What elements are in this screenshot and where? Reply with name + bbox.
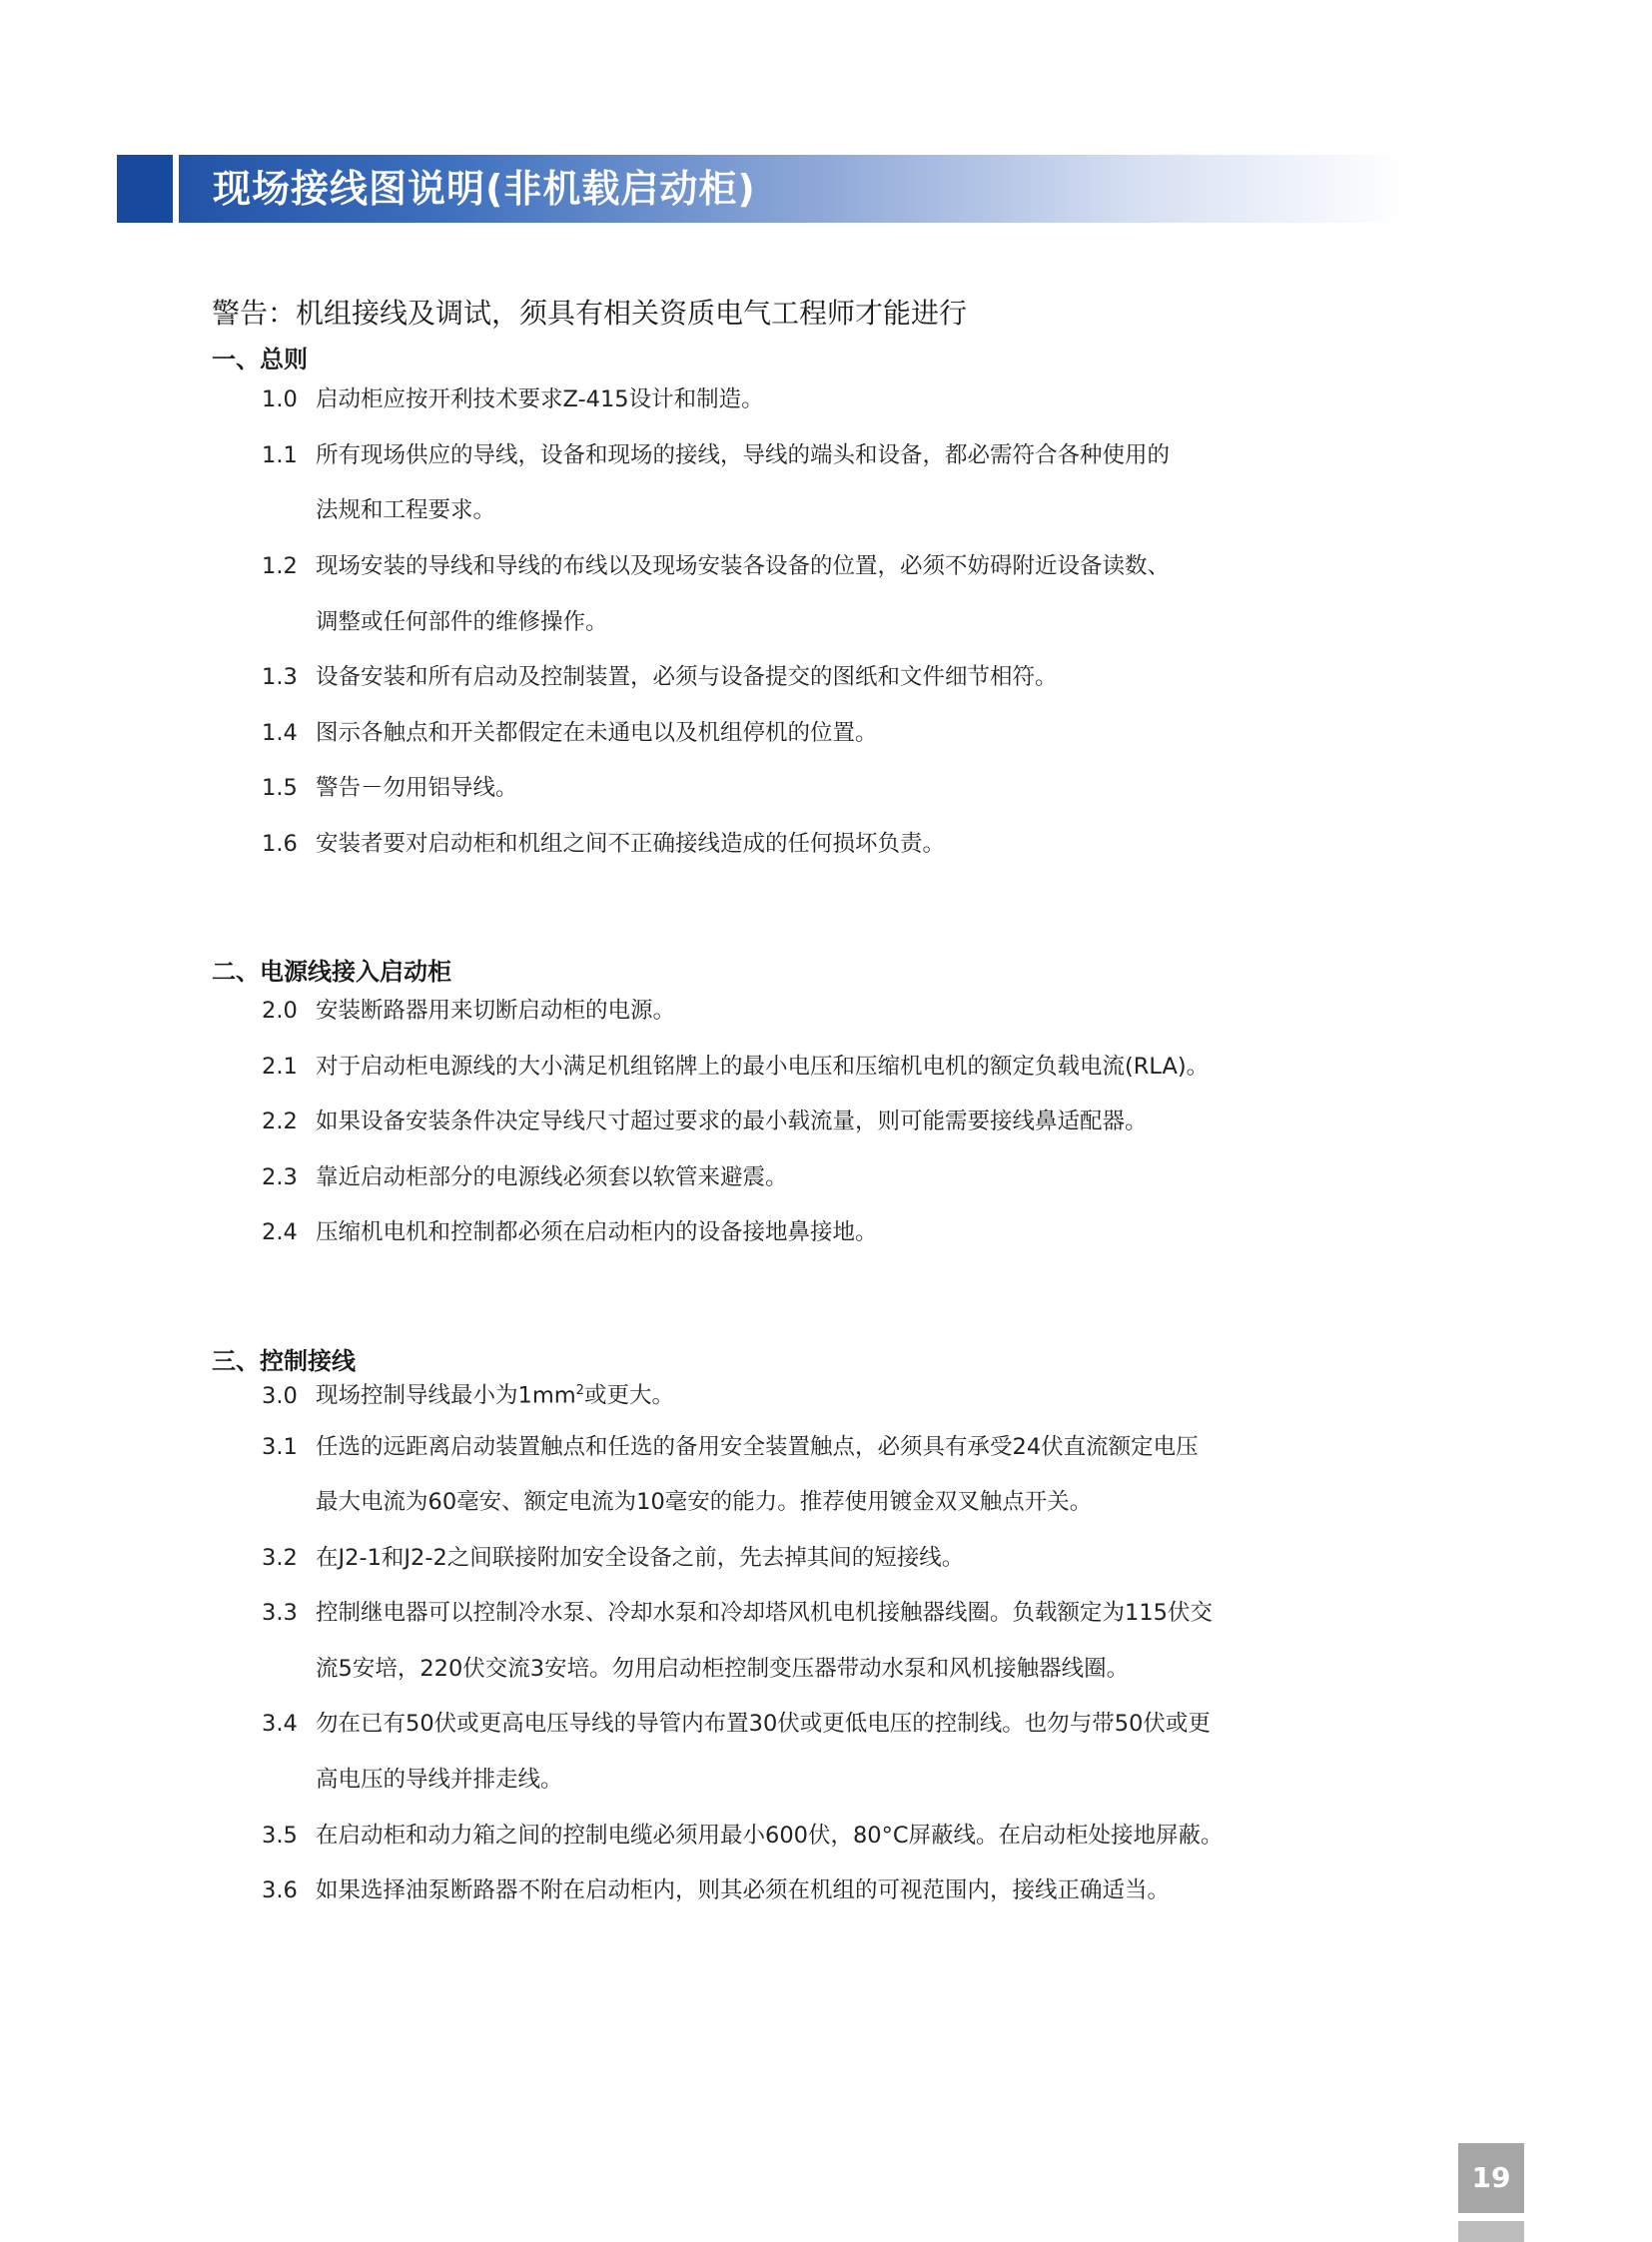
list-item [262, 1874, 1170, 1906]
page-title: 现场接线图说明(非机载启动柜) [213, 167, 756, 211]
item-text: 任选的远距离启动装置触点和任选的备用安全装置触点，必须具有承受24伏直流额定电压 [316, 1434, 1199, 1460]
list-item [262, 383, 764, 415]
item-number: 3.3 [262, 1600, 298, 1626]
page-tab-decoration [1458, 2221, 1524, 2242]
list-item [262, 1820, 1224, 1852]
item-text-tail: 或更大。 [583, 1382, 674, 1409]
item-text: 在J2-1和J2-2之间联接附加安全设备之前，先去掉其间的短接线。 [316, 1545, 965, 1571]
item-number: 2.4 [262, 1219, 298, 1245]
item-number: 3.4 [262, 1711, 298, 1737]
item-number: 2.0 [262, 998, 298, 1024]
item-text: 控制继电器可以控制冷水泵、冷却水泵和冷却塔风机电机接触器线圈。负载额定为115伏交 [316, 1600, 1213, 1626]
item-continuation: 法规和工程要求。 [316, 497, 496, 523]
item-number: 1.2 [262, 553, 298, 579]
list-item [262, 1708, 1211, 1740]
item-text: 警告－勿用铝导线。 [316, 775, 518, 801]
item-number: 1.5 [262, 775, 298, 801]
section-heading-control: 三、控制接线 [212, 1347, 356, 1375]
item-text: 如果选择油泵断路器不附在启动柜内，则其必须在机组的可视范围内，接线正确适当。 [316, 1877, 1171, 1903]
item-number: 1.3 [262, 664, 298, 690]
list-item [262, 1597, 1213, 1629]
banner-divider [173, 155, 179, 223]
item-text: 在启动柜和动力箱之间的控制电缆必须用最小600伏，80°C屏蔽线。在启动柜处接地屏蔽。 [316, 1823, 1224, 1849]
item-text: 图示各触点和开关都假定在未通电以及机组停机的位置。 [316, 720, 878, 746]
list-item [262, 828, 945, 860]
item-text: 如果设备安装条件决定导线尺寸超过要求的最小载流量，则可能需要接线鼻适配器。 [316, 1109, 1148, 1134]
item-text: 设备安装和所有启动及控制装置，必须与设备提交的图纸和文件细节相符。 [316, 664, 1058, 690]
item-number: 1.1 [262, 442, 298, 468]
list-item [262, 661, 1058, 693]
list-item [262, 1216, 878, 1248]
section-heading-power: 二、电源线接入启动柜 [212, 958, 451, 986]
item-text: 现场安装的导线和导线的布线以及现场安装各设备的位置，必须不妨碍附近设备读数、 [316, 553, 1171, 579]
item-text: 现场控制导线最小为1mm [316, 1382, 576, 1409]
item-text: 启动柜应按开利技术要求Z-415设计和制造。 [316, 386, 764, 412]
list-item [262, 1051, 1209, 1083]
page-number-box [1458, 2143, 1524, 2213]
item-number: 1.0 [262, 386, 298, 412]
item-continuation: 流5安培，220伏交流3安培。勿用启动柜控制变压器带动水泵和风机接触器线圈。 [316, 1656, 1130, 1682]
section-heading-general: 一、总则 [212, 346, 308, 374]
banner-accent-block [117, 155, 173, 223]
item-number: 1.4 [262, 720, 298, 746]
item-continuation: 高电压的导线并排走线。 [316, 1767, 563, 1793]
list-item [262, 1106, 1148, 1137]
list-item [262, 1431, 1199, 1463]
list-item [262, 717, 878, 749]
item-number: 2.1 [262, 1054, 298, 1080]
item-number: 3.1 [262, 1434, 298, 1460]
item-text: 靠近启动柜部分的电源线必须套以软管来避震。 [316, 1164, 788, 1190]
item-number: 3.2 [262, 1545, 298, 1571]
item-number: 3.6 [262, 1877, 298, 1903]
list-item [262, 1161, 788, 1193]
item-text: 安装断路器用来切断启动柜的电源。 [316, 998, 676, 1024]
superscript: 2 [575, 1383, 584, 1398]
list-item [262, 772, 518, 804]
list-item [262, 995, 675, 1027]
title-banner [117, 155, 1405, 223]
item-text: 对于启动柜电源线的大小满足机组铭牌上的最小电压和压缩机电机的额定负载电流(RLA)。 [316, 1054, 1210, 1080]
page-number: 19 [1471, 2161, 1511, 2194]
list-item [262, 550, 1170, 582]
item-number: 3.0 [262, 1382, 298, 1409]
warning-text: 警告：机组接线及调试，须具有相关资质电气工程师才能进行 [212, 297, 968, 330]
list-item [262, 439, 1170, 471]
item-continuation: 调整或任何部件的维修操作。 [316, 609, 608, 635]
item-number: 2.3 [262, 1164, 298, 1190]
item-number: 3.5 [262, 1823, 298, 1849]
item-text: 压缩机电机和控制都必须在启动柜内的设备接地鼻接地。 [316, 1219, 878, 1245]
item-text: 所有现场供应的导线，设备和现场的接线，导线的端头和设备，都必需符合各种使用的 [316, 442, 1171, 468]
item-continuation: 最大电流为60毫安、额定电流为10毫安的能力。推荐使用镀金双叉触点开关。 [316, 1489, 1093, 1515]
list-item [262, 1375, 674, 1412]
item-text: 勿在已有50伏或更高电压导线的导管内布置30伏或更低电压的控制线。也勿与带50伏或更 [316, 1711, 1211, 1737]
item-number: 1.6 [262, 831, 298, 857]
list-item [262, 1542, 964, 1574]
item-text: 安装者要对启动柜和机组之间不正确接线造成的任何损坏负责。 [316, 831, 946, 857]
item-number: 2.2 [262, 1109, 298, 1134]
